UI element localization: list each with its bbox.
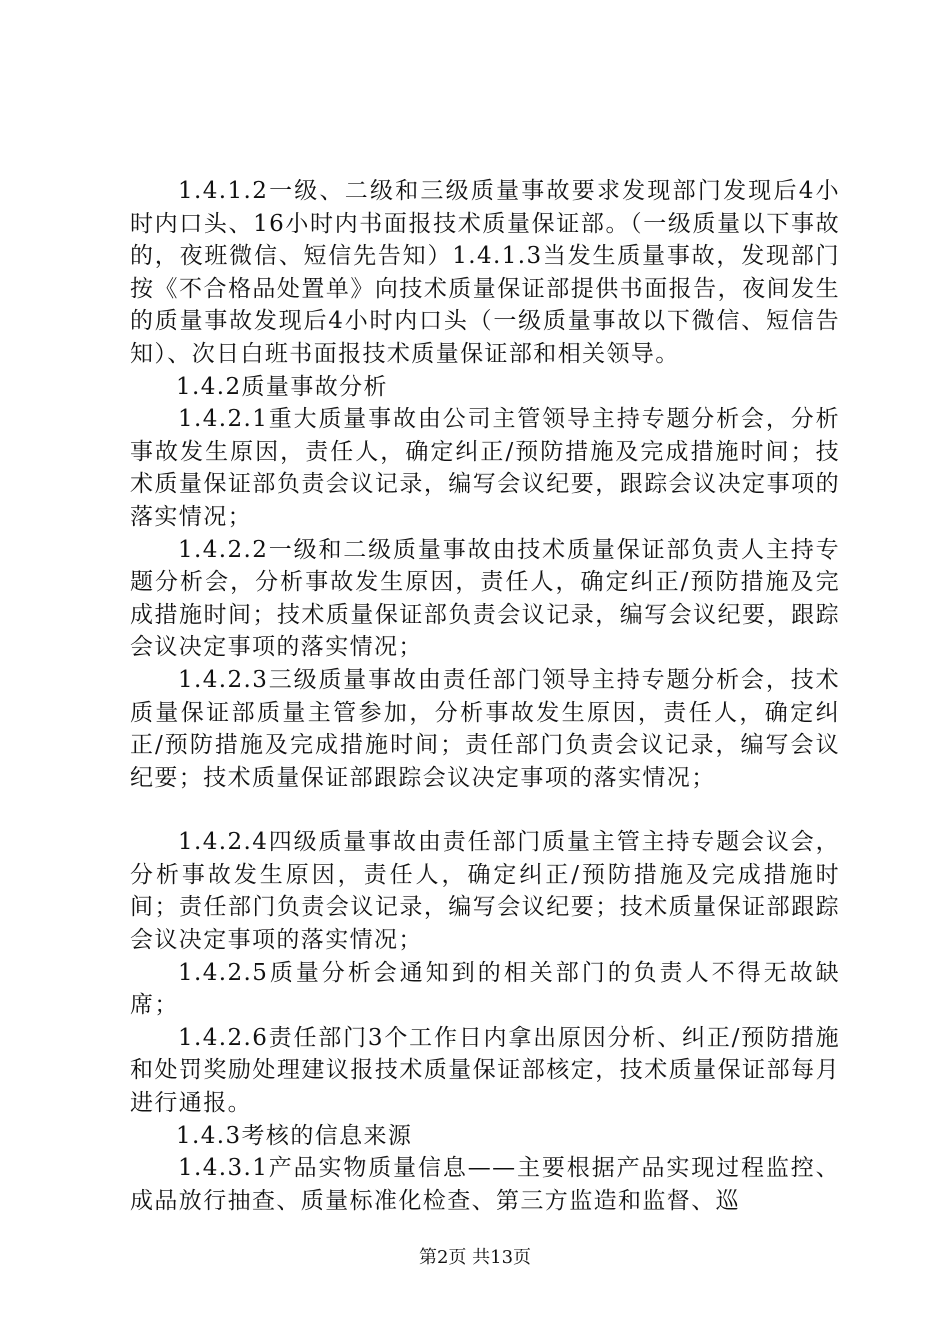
paragraph-1412-1413: 1.4.1.2一级、二级和三级质量事故要求发现部门发现后4小时内口头、16小时内书面报技术质量保证部。（一级质量以下事故的，夜班微信、短信先告知）1.4.1.3当发生质量事故，发现部门按《不合格品处置单》向技术质量保证部提供书面报告，夜间发生的质量事故发现后4小时内口头（一级质量事故以下微信、短信告知）、次日白班书面报技术质量保证部和相关领导。 bbox=[130, 178, 840, 367]
document-body bbox=[130, 175, 840, 1217]
paragraph-1422: 1.4.2.2一级和二级质量事故由技术质量保证部负责人主持专题分析会，分析事故发生原因，责任人，确定纠正/预防措施及完成措施时间；技术质量保证部负责会议记录，编写会议纪要，跟踪会议决定事项的落实情况； bbox=[130, 536, 840, 661]
paragraph-1425: 1.4.2.5质量分析会通知到的相关部门的负责人不得无故缺席； bbox=[130, 959, 840, 1019]
paragraph-1421: 1.4.2.1重大质量事故由公司主管领导主持专题分析会，分析事故发生原因，责任人，确定纠正/预防措施及完成措施时间；技术质量保证部负责会议记录，编写会议纪要，跟踪会议决定事项的落实情况； bbox=[130, 406, 840, 530]
paragraph-1424: 1.4.2.4四级质量事故由责任部门质量主管主持专题会议会，分析事故发生原因，责任人，确定纠正/预防措施及完成措施时间；责任部门负责会议记录，编写会议纪要；技术质量保证部跟踪会议决定事项的落实情况； bbox=[130, 829, 840, 954]
section-heading-143: 1.4.3考核的信息来源 bbox=[176, 1122, 413, 1149]
paragraph-1426: 1.4.2.6责任部门3个工作日内拿出原因分析、纠正/预防措施和处罚奖励处理建议报技术质量保证部核定，技术质量保证部每月进行通报。 bbox=[130, 1024, 840, 1117]
page-number-footer: 第2页 共13页 bbox=[418, 1247, 532, 1268]
paragraph-1431: 1.4.3.1产品实物质量信息——主要根据产品实现过程监控、成品放行抽查、质量标准化检查、第三方监造和监督、巡 bbox=[130, 1155, 840, 1214]
paragraph-1423: 1.4.2.3三级质量事故由责任部门领导主持专题分析会，技术质量保证部质量主管参加，分析事故发生原因，责任人，确定纠正/预防措施及完成措施时间；责任部门负责会议记录，编写会议纪要；技术质量保证部跟踪会议决定事项的落实情况； bbox=[130, 666, 840, 791]
section-heading-142: 1.4.2质量事故分析 bbox=[176, 373, 388, 400]
